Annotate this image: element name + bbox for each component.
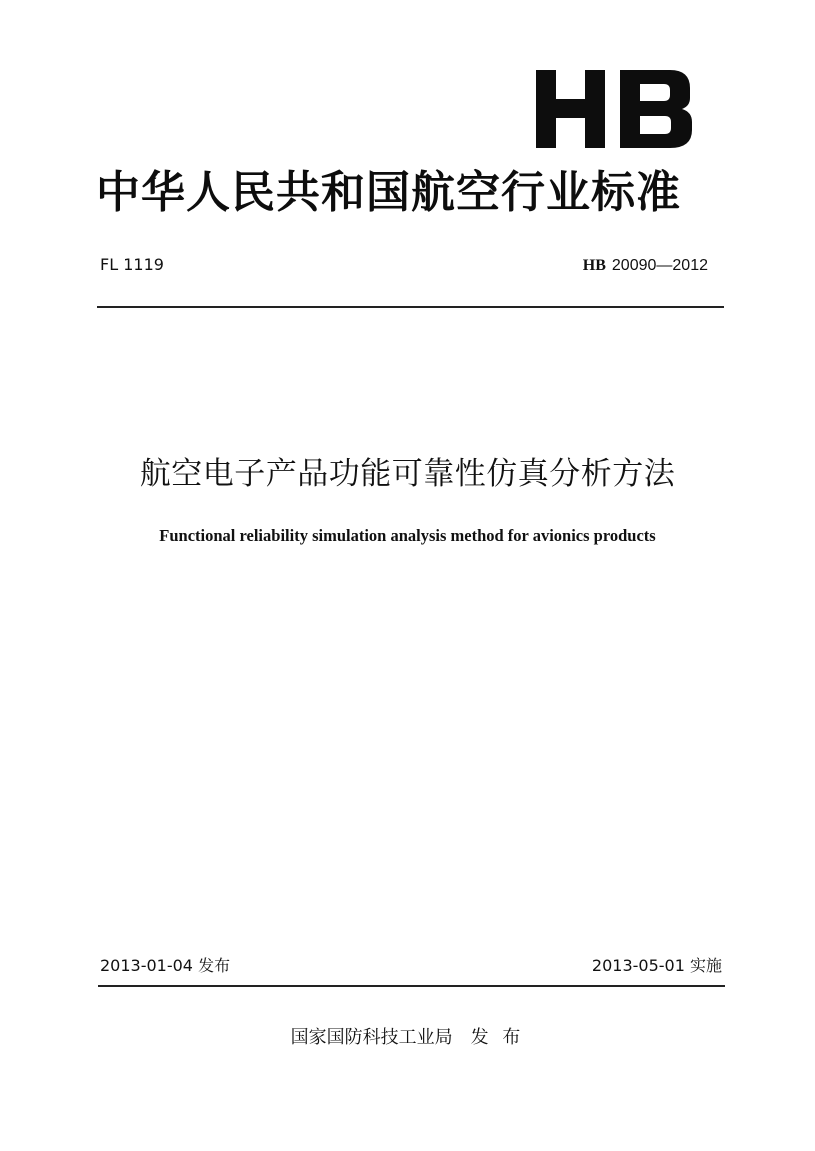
standard-code-number: 20090—2012 (611, 257, 708, 274)
classification-code: FL 1119 (100, 255, 164, 274)
meta-row (100, 254, 708, 278)
bottom-divider (98, 985, 725, 987)
standard-code-prefix: HB (582, 257, 606, 274)
standard-category-title: 中华人民共和国航空行业标准 (96, 167, 681, 218)
top-divider (97, 306, 724, 308)
hb-logo (536, 70, 692, 148)
publisher-name: 国家国防科技工业局 (290, 1027, 453, 1048)
dates-row (100, 955, 722, 979)
publisher (100, 1026, 715, 1050)
document-title-chinese: 航空电子产品功能可靠性仿真分析方法 (139, 456, 676, 492)
publisher-suffix: 发 布 (470, 1027, 525, 1048)
standard-code (583, 254, 708, 277)
issue-date: 2013-01-04 发布 (100, 956, 231, 975)
document-title-english: Functional reliability simulation analysis method for avionics products (159, 526, 656, 545)
hb-logo-mark (536, 70, 692, 148)
effective-date: 2013-05-01 实施 (591, 956, 722, 975)
